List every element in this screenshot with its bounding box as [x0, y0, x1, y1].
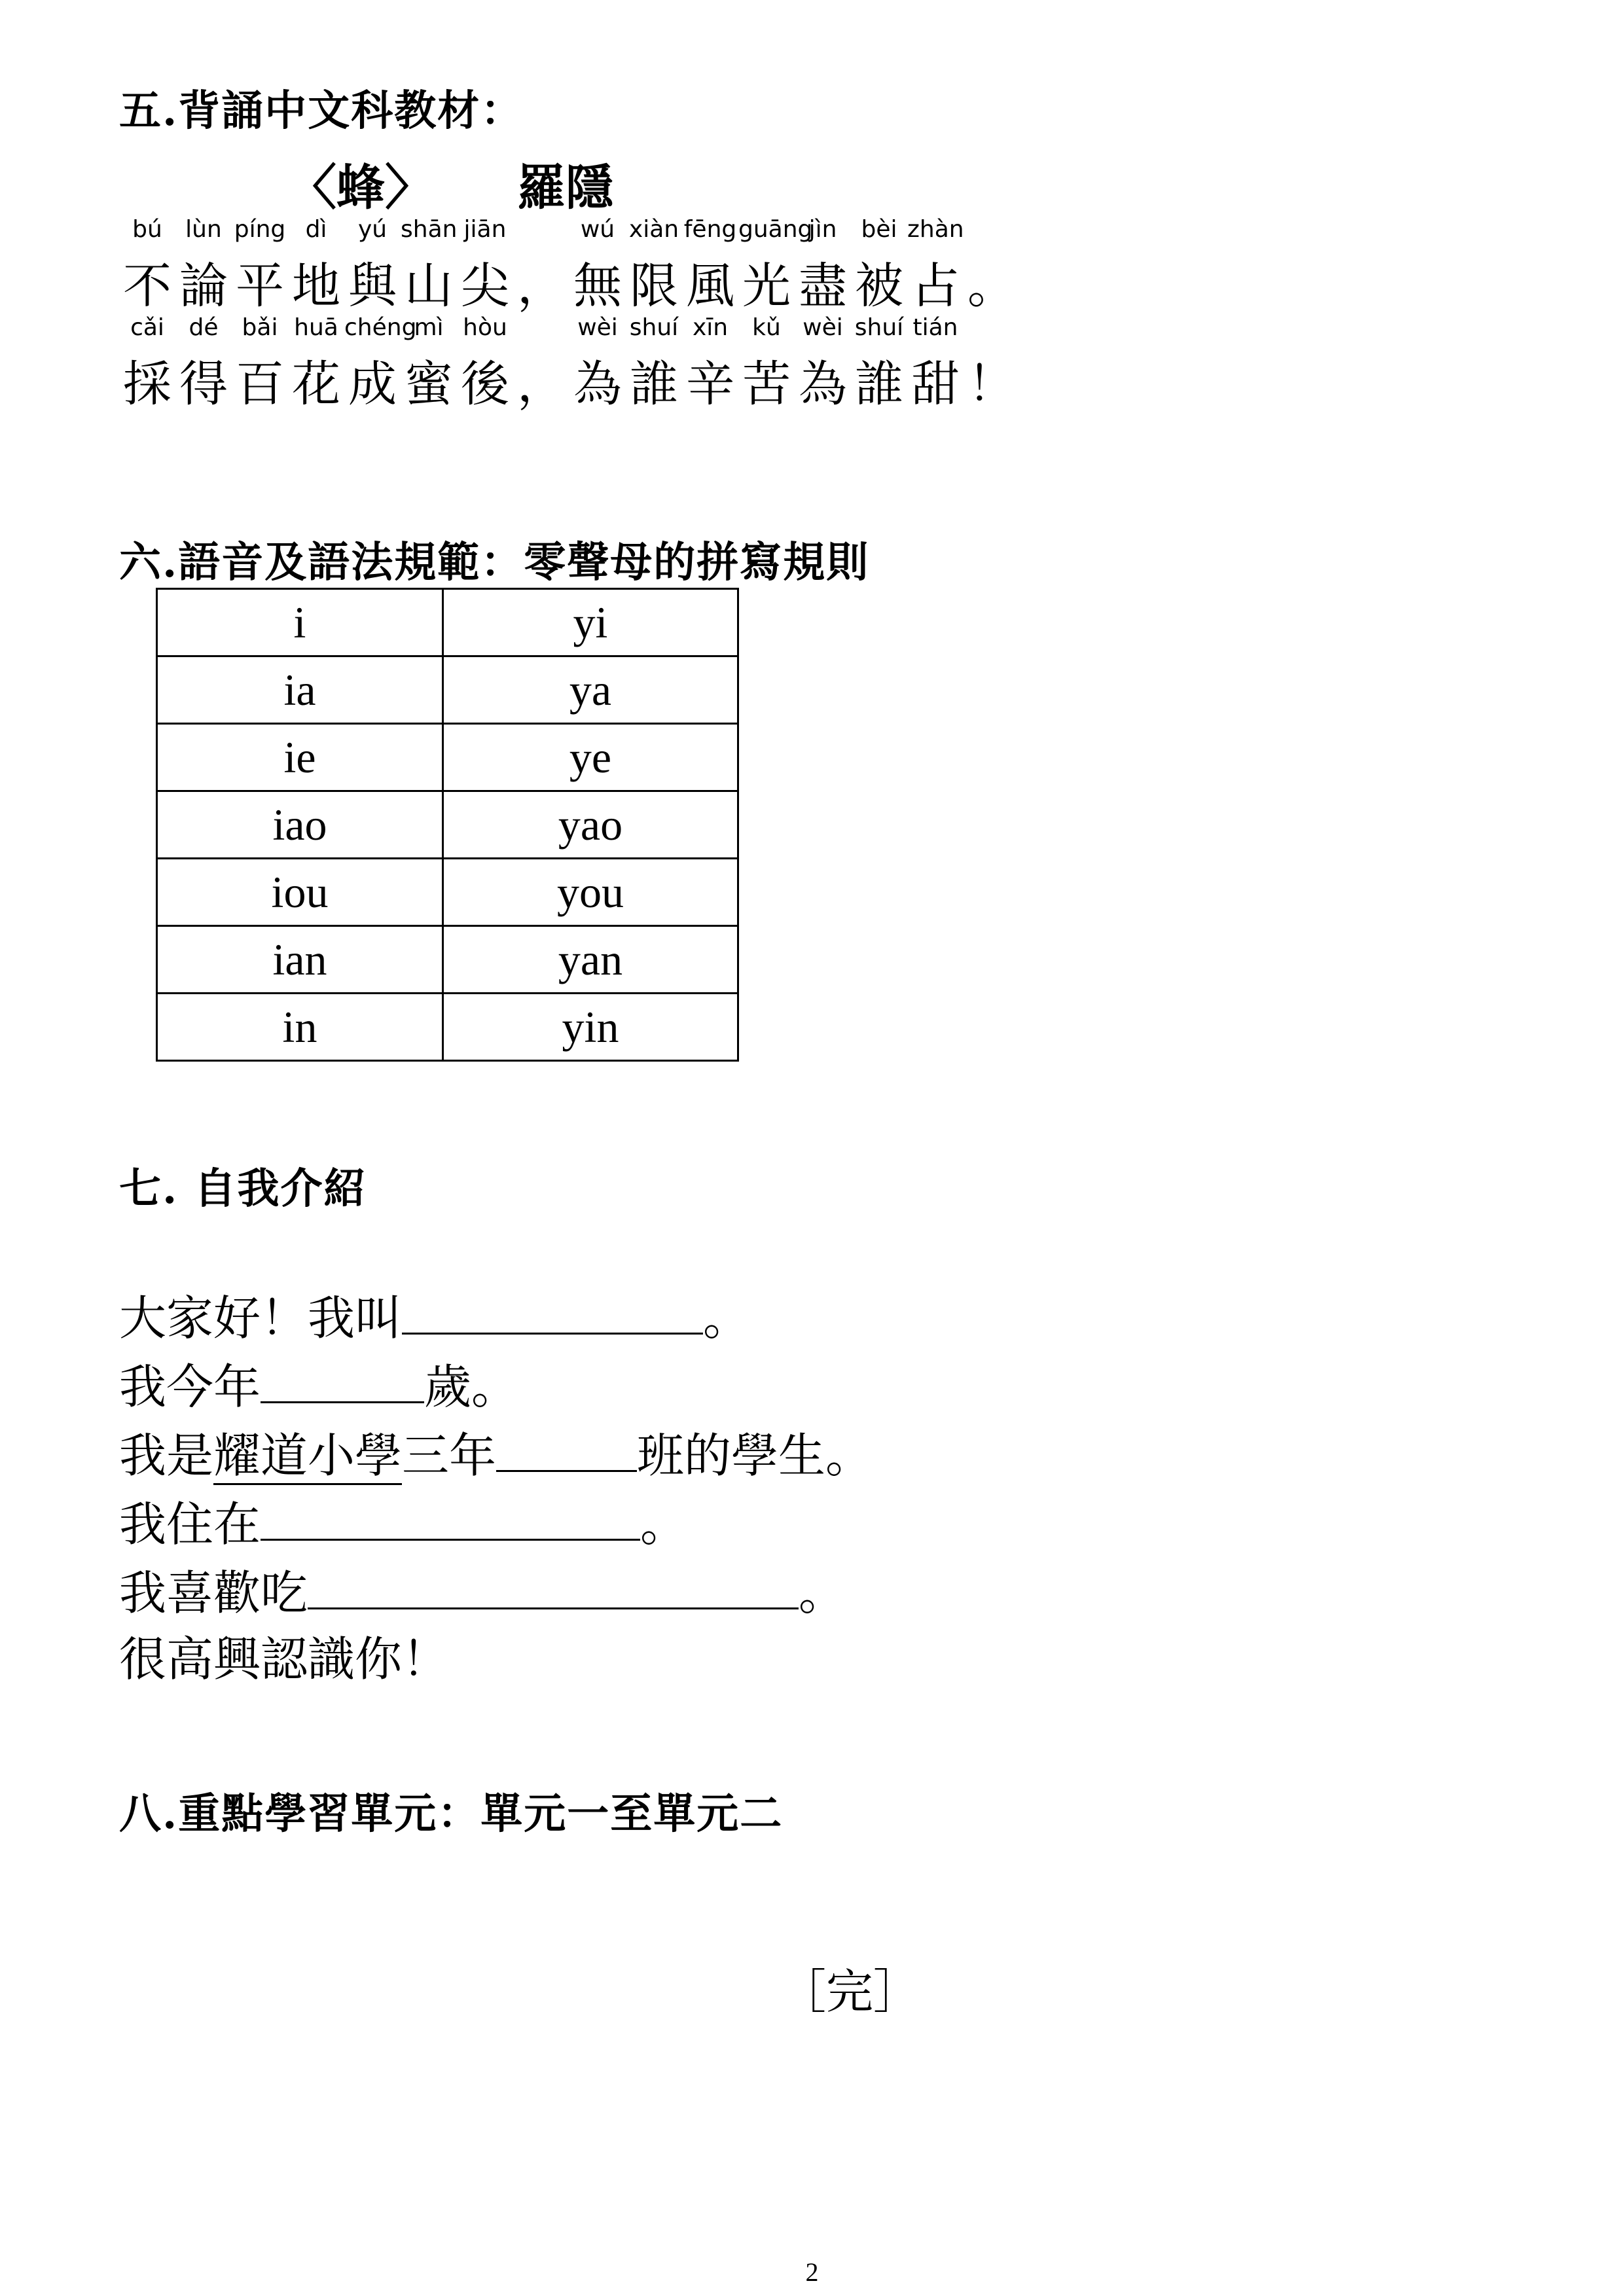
- pinyin-syllable-8: wèi: [577, 314, 618, 341]
- poem-char-14: 甜: [911, 356, 960, 412]
- final-cell: in: [157, 994, 443, 1061]
- poem-char-12: 盡: [799, 258, 847, 314]
- poem-char-7: ，: [517, 258, 566, 314]
- spelling-cell: you: [443, 859, 738, 926]
- intro-line-name: [119, 1283, 750, 1348]
- pinyin-syllable-11: guāng: [738, 216, 813, 243]
- pinyin-syllable-13: bèi: [861, 216, 897, 243]
- poem-char-15: 。: [967, 258, 1016, 314]
- intro-address-prefix: 我住在: [119, 1497, 261, 1552]
- school-name: 耀道小學: [213, 1428, 402, 1485]
- poem-char-13: 誰: [855, 356, 903, 412]
- pinyin-syllable-1: dé: [189, 314, 219, 341]
- poem-char-11: 苦: [742, 356, 791, 412]
- pinyin-syllable-0: cǎi: [130, 314, 164, 341]
- poem-char-10: 辛: [686, 356, 734, 412]
- intro-line-food: [119, 1558, 846, 1623]
- final-cell: iou: [157, 859, 443, 926]
- pinyin-syllable-10: fēng: [683, 216, 737, 243]
- pinyin-syllable-14: tián: [912, 314, 958, 341]
- poem-char-0: 不: [123, 258, 171, 314]
- intro-line-greeting: 很高興認識你！: [119, 1632, 450, 1687]
- final-cell: iao: [157, 791, 443, 859]
- poem-char-15: ！: [967, 356, 1016, 412]
- age-blank[interactable]: [261, 1352, 424, 1403]
- poem-char-13: 被: [855, 258, 903, 314]
- poem-char-1: 論: [179, 258, 228, 314]
- class-blank[interactable]: [496, 1420, 637, 1472]
- table-row: [157, 724, 738, 791]
- pinyin-syllable-8: wú: [580, 216, 615, 243]
- address-blank[interactable]: [261, 1489, 640, 1541]
- section-7-heading: 七. 自我介紹: [119, 1164, 367, 1213]
- name-blank[interactable]: [402, 1283, 703, 1335]
- poem-char-10: 風: [686, 258, 734, 314]
- spelling-cell: ye: [443, 724, 738, 791]
- pinyin-syllable-6: jiān: [463, 216, 507, 243]
- pinyin-syllable-3: dì: [305, 216, 327, 243]
- spelling-cell: yi: [443, 589, 738, 656]
- intro-line-address: [119, 1489, 687, 1554]
- section-8-heading: 八.重點學習單元：單元一至單元二: [119, 1789, 784, 1839]
- pinyin-syllable-4: chéng: [344, 314, 417, 341]
- table-row: [157, 791, 738, 859]
- poem-author: 羅隱: [517, 160, 614, 216]
- poem-char-6: 尖: [461, 258, 509, 314]
- table-row: [157, 926, 738, 994]
- final-cell: ia: [157, 656, 443, 724]
- pinyin-syllable-13: shuí: [854, 314, 904, 341]
- spelling-cell: yan: [443, 926, 738, 994]
- pinyin-syllable-1: lùn: [185, 216, 222, 243]
- poem-char-3: 地: [292, 258, 340, 314]
- intro-class-prefix: 我是: [119, 1428, 214, 1483]
- poem-char-5: 山: [405, 258, 453, 314]
- intro-age-prefix: 我今年: [119, 1359, 261, 1414]
- final-cell: i: [157, 589, 443, 656]
- poem-char-6: 後: [461, 356, 509, 412]
- poem-char-4: 與: [348, 258, 397, 314]
- poem-char-5: 蜜: [405, 356, 453, 412]
- pinyin-syllable-12: wèi: [803, 314, 843, 341]
- end-mark: ［完］: [779, 1964, 921, 2019]
- pinyin-syllable-5: mì: [414, 314, 444, 341]
- spelling-cell: ya: [443, 656, 738, 724]
- poem-char-2: 百: [236, 356, 284, 412]
- table-row: [157, 994, 738, 1061]
- pinyin-syllable-2: píng: [234, 216, 286, 243]
- poem-char-2: 平: [236, 258, 284, 314]
- intro-age-suffix: 歲。: [424, 1359, 519, 1414]
- food-blank[interactable]: [308, 1558, 799, 1609]
- intro-line-age: [119, 1352, 518, 1417]
- pinyin-syllable-3: huā: [294, 314, 338, 341]
- poem-char-8: 無: [573, 258, 622, 314]
- intro-line-class: [119, 1420, 873, 1486]
- page-number: 2: [805, 2257, 819, 2287]
- poem-char-11: 光: [742, 258, 791, 314]
- poem-char-12: 為: [799, 356, 847, 412]
- section-6-heading: 六.語音及語法規範：零聲母的拼寫規則: [119, 538, 870, 587]
- pinyin-syllable-6: hòu: [463, 314, 507, 341]
- intro-name-prefix: 大家好！我叫: [119, 1291, 403, 1346]
- poem-char-0: 採: [123, 356, 171, 412]
- poem-char-3: 花: [292, 356, 340, 412]
- pinyin-syllable-10: xīn: [692, 314, 729, 341]
- pinyin-syllable-12: jìn: [808, 216, 837, 243]
- pinyin-syllable-5: shān: [401, 216, 458, 243]
- table-row: [157, 859, 738, 926]
- intro-name-suffix: 。: [703, 1291, 751, 1346]
- poem-title: 〈蜂〉: [288, 160, 433, 216]
- section-5-heading: 五.背誦中文科教材：: [119, 86, 524, 135]
- table-row: [157, 589, 738, 656]
- final-cell: ian: [157, 926, 443, 994]
- poem-char-4: 成: [348, 356, 397, 412]
- table-row: [157, 656, 738, 724]
- poem-char-9: 限: [630, 258, 678, 314]
- poem-char-7: ，: [517, 356, 566, 412]
- zero-initial-spelling-table: [156, 588, 739, 1062]
- intro-address-suffix: 。: [640, 1497, 688, 1552]
- final-cell: ie: [157, 724, 443, 791]
- pinyin-syllable-14: zhàn: [907, 216, 964, 243]
- intro-class-mid: 三年: [402, 1428, 497, 1483]
- intro-class-suffix: 班的學生。: [637, 1428, 873, 1483]
- spelling-cell: yin: [443, 994, 738, 1061]
- intro-food-prefix: 我喜歡吃: [119, 1566, 308, 1621]
- spelling-cell: yao: [443, 791, 738, 859]
- poem-char-14: 占: [911, 258, 960, 314]
- pinyin-syllable-2: bǎi: [242, 314, 278, 341]
- pinyin-syllable-11: kǔ: [752, 314, 781, 341]
- intro-food-suffix: 。: [799, 1566, 846, 1621]
- poem-char-8: 為: [573, 356, 622, 412]
- poem-char-9: 誰: [630, 356, 678, 412]
- pinyin-syllable-9: shuí: [629, 314, 679, 341]
- pinyin-syllable-4: yú: [357, 216, 388, 243]
- poem-char-1: 得: [179, 356, 228, 412]
- pinyin-syllable-9: xiàn: [628, 216, 679, 243]
- pinyin-syllable-0: bú: [132, 216, 162, 243]
